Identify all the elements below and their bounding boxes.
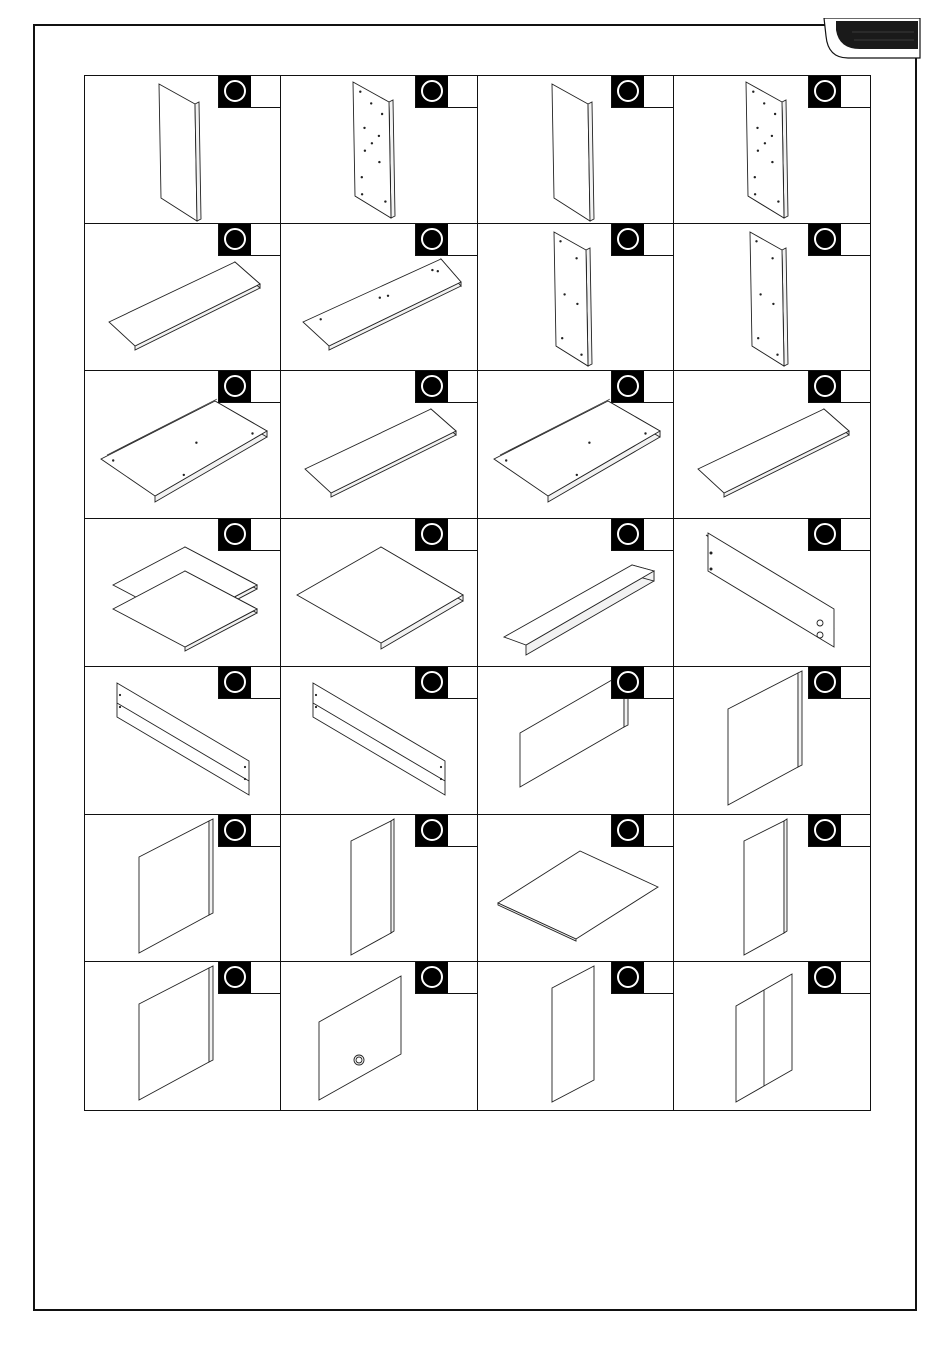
part-cell bbox=[85, 519, 281, 667]
part-number-badge bbox=[808, 667, 870, 699]
part-number-badge bbox=[218, 667, 280, 699]
part-number-circle-icon bbox=[416, 667, 448, 698]
part-number-circle-icon bbox=[809, 667, 841, 698]
part-number-badge bbox=[218, 815, 280, 847]
part-number-badge bbox=[611, 667, 673, 699]
part-number-circle-icon bbox=[219, 76, 251, 107]
part-number-badge bbox=[415, 815, 477, 847]
part-number-circle-icon bbox=[809, 76, 841, 107]
part-number-circle-icon bbox=[219, 224, 251, 255]
part-number-circle-icon bbox=[416, 224, 448, 255]
part-cell bbox=[85, 667, 281, 815]
part-number-circle-icon bbox=[416, 76, 448, 107]
part-cell bbox=[281, 519, 477, 667]
part-number-badge bbox=[611, 815, 673, 847]
part-number-circle-icon bbox=[809, 815, 841, 846]
part-number-circle-icon bbox=[809, 371, 841, 402]
part-cell bbox=[674, 667, 870, 815]
part-number-circle-icon bbox=[612, 667, 644, 698]
part-cell bbox=[281, 962, 477, 1110]
part-number-badge bbox=[415, 667, 477, 699]
part-number-badge bbox=[611, 371, 673, 403]
part-number-circle-icon bbox=[416, 371, 448, 402]
part-cell bbox=[674, 815, 870, 963]
part-cell bbox=[85, 371, 281, 519]
part-cell bbox=[478, 224, 674, 372]
part-cell bbox=[674, 224, 870, 372]
part-cell bbox=[478, 667, 674, 815]
part-cell bbox=[478, 76, 674, 224]
part-cell bbox=[674, 76, 870, 224]
part-number-badge bbox=[611, 76, 673, 108]
part-number-badge bbox=[611, 962, 673, 994]
part-number-badge bbox=[415, 76, 477, 108]
parts-grid bbox=[84, 75, 871, 1111]
part-number-badge bbox=[415, 224, 477, 256]
part-number-badge bbox=[808, 519, 870, 551]
part-cell bbox=[85, 962, 281, 1110]
part-cell bbox=[281, 815, 477, 963]
part-number-badge bbox=[218, 76, 280, 108]
part-number-circle-icon bbox=[809, 224, 841, 255]
part-cell bbox=[85, 815, 281, 963]
part-cell bbox=[674, 519, 870, 667]
part-cell bbox=[674, 962, 870, 1110]
part-number-badge bbox=[808, 224, 870, 256]
part-number-badge bbox=[218, 371, 280, 403]
part-number-circle-icon bbox=[416, 962, 448, 993]
part-cell bbox=[478, 962, 674, 1110]
part-number-badge bbox=[611, 224, 673, 256]
part-number-badge bbox=[611, 519, 673, 551]
part-number-badge bbox=[218, 962, 280, 994]
part-number-circle-icon bbox=[612, 371, 644, 402]
part-cell bbox=[281, 371, 477, 519]
part-cell bbox=[281, 224, 477, 372]
part-number-circle-icon bbox=[612, 76, 644, 107]
part-number-badge bbox=[218, 519, 280, 551]
part-number-circle-icon bbox=[612, 815, 644, 846]
part-number-badge bbox=[415, 519, 477, 551]
corner-tab-icon bbox=[822, 18, 922, 60]
part-cell bbox=[478, 371, 674, 519]
part-number-badge bbox=[415, 371, 477, 403]
part-number-circle-icon bbox=[219, 815, 251, 846]
part-number-circle-icon bbox=[219, 371, 251, 402]
part-number-circle-icon bbox=[612, 962, 644, 993]
part-number-circle-icon bbox=[809, 519, 841, 550]
part-number-circle-icon bbox=[219, 667, 251, 698]
part-cell bbox=[478, 815, 674, 963]
part-number-badge bbox=[808, 371, 870, 403]
part-number-circle-icon bbox=[416, 815, 448, 846]
part-cell bbox=[281, 667, 477, 815]
part-number-badge bbox=[415, 962, 477, 994]
part-cell bbox=[85, 224, 281, 372]
part-number-circle-icon bbox=[219, 519, 251, 550]
part-number-badge bbox=[808, 815, 870, 847]
part-number-badge bbox=[808, 76, 870, 108]
part-number-circle-icon bbox=[416, 519, 448, 550]
part-cell bbox=[85, 76, 281, 224]
part-cell bbox=[478, 519, 674, 667]
part-number-circle-icon bbox=[612, 519, 644, 550]
part-number-circle-icon bbox=[219, 962, 251, 993]
part-cell bbox=[674, 371, 870, 519]
part-cell bbox=[281, 76, 477, 224]
part-number-circle-icon bbox=[612, 224, 644, 255]
part-number-badge bbox=[808, 962, 870, 994]
part-number-circle-icon bbox=[809, 962, 841, 993]
part-number-badge bbox=[218, 224, 280, 256]
